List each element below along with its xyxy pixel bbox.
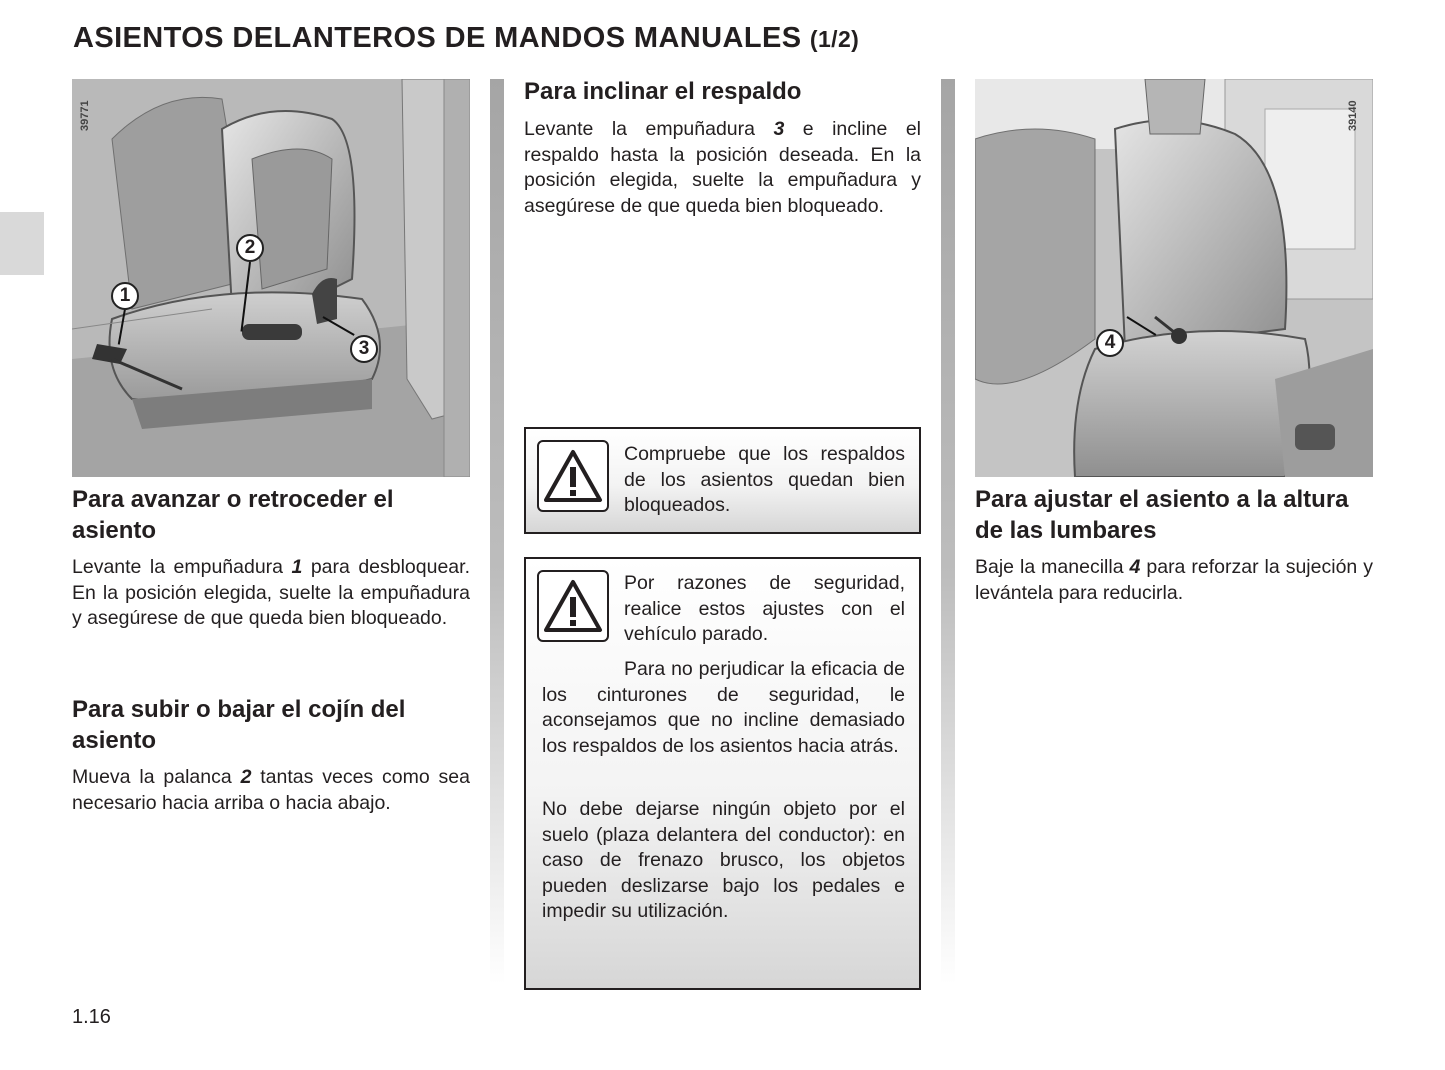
section-title-cushion: Para subir o bajar el cojín del asiento xyxy=(72,696,406,754)
page-title xyxy=(73,22,859,55)
warning-box-backrest-lock xyxy=(524,427,921,534)
callout-4: 4 xyxy=(1096,329,1124,357)
lumbar-control-illustration xyxy=(975,79,1373,477)
control-reference: 1 xyxy=(291,556,303,578)
callout-2: 2 xyxy=(236,234,264,262)
callout-1: 1 xyxy=(111,282,139,310)
seat-illustration-drawing xyxy=(72,79,470,477)
page-number: 1.16 xyxy=(72,1006,111,1028)
callout-3: 3 xyxy=(350,335,378,363)
chapter-tab xyxy=(0,212,44,275)
lumbar-illustration-drawing xyxy=(975,79,1373,477)
warning-text: No debe dejarse ningún objeto por el suelo (plaza delantera del conductor): en caso de frenazo brusco, los objetos pueden deslizarse bajo los pedales e impedir su utilización. xyxy=(542,798,905,922)
section-text-backrest xyxy=(524,117,921,219)
section-text-forward-back xyxy=(72,555,470,632)
text-segment: Baje la manecilla xyxy=(975,556,1130,578)
column-divider xyxy=(490,79,504,984)
section-title-lumbar: Para ajustar el asiento a la altura de las lumbares xyxy=(975,486,1349,544)
section-title-forward-back: Para avanzar o retroceder el asiento xyxy=(72,486,394,544)
page-title-text: ASIENTOS DELANTEROS DE MANDOS MANUALES xyxy=(73,22,802,54)
section-title-backrest: Para inclinar el respaldo xyxy=(524,78,802,105)
warning-text: Por razones de seguridad, realice estos ajustes con el vehículo parado. xyxy=(624,572,905,645)
seat-controls-illustration xyxy=(72,79,470,477)
warning-box-safety xyxy=(524,557,921,990)
page-part-indicator: (1/2) xyxy=(809,26,860,52)
text-segment: e incline el respaldo hasta la posición deseada. En la posición elegida, suelte la empuñadura y asegúrese de que queda bien bloqueado. xyxy=(524,118,921,217)
figure-number: 39140 xyxy=(1347,100,1359,131)
warning-text: Para no perjudicar la eficacia de los cinturones de seguridad, le aconsejamos que no incline demasiado los respaldos de los asientos hacia atrás. xyxy=(542,658,905,757)
text-segment: para reforzar la sujeción y levántela para reducirla. xyxy=(975,556,1373,604)
warning-triangle-icon xyxy=(537,570,609,642)
control-reference: 4 xyxy=(1129,556,1141,578)
text-segment: tantas veces como sea necesario hacia arriba o hacia abajo. xyxy=(72,766,470,814)
warning-text: Compruebe que los respaldos de los asientos quedan bien bloqueados. xyxy=(624,443,905,516)
text-segment: Levante la empuñadura xyxy=(72,556,292,578)
control-reference: 2 xyxy=(240,766,252,788)
text-segment: Mueva la palanca xyxy=(72,766,241,788)
section-text-lumbar xyxy=(975,555,1373,606)
column-divider xyxy=(941,79,955,984)
figure-number: 39771 xyxy=(79,100,91,131)
warning-triangle-icon xyxy=(537,440,609,512)
text-segment: para desbloquear. En la posición elegida, suelte la empuñadura y asegúrese de que queda bien bloqueado. xyxy=(72,556,470,629)
text-segment: Levante la empuñadura xyxy=(524,118,774,140)
control-reference: 3 xyxy=(773,118,785,140)
section-text-cushion xyxy=(72,765,470,816)
